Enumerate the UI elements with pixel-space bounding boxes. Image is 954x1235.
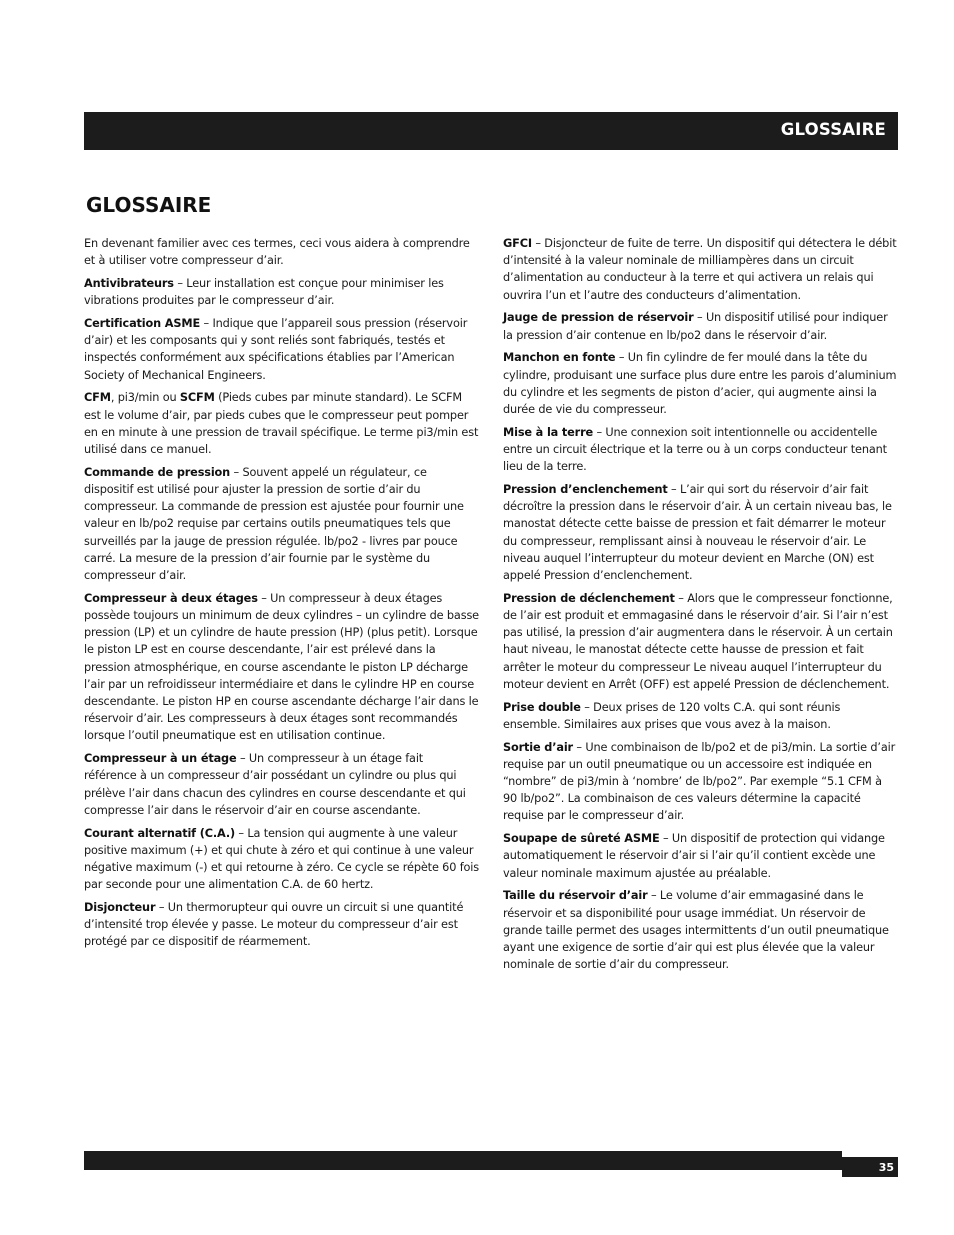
page-number: 35 — [842, 1157, 898, 1177]
glossary-term: Pression de déclenchement — [503, 591, 675, 605]
glossary-term: Pression d’enclenchement — [503, 483, 668, 497]
glossary-term: CFM — [84, 391, 111, 405]
glossary-definition: – L’air qui sort du réservoir d’air fait décroître la pression dans le réservoir d’air. À un certain niveau bas, le manostat détecte cette baisse de pression et fait démarrer le moteur du compresseur, remplissant ainsi à nouveau le réservoir d’air. Le niveau auquel l’interrupteur du moteur devient en Marche (ON) est appelé Pression d’enclenchement. — [503, 483, 892, 583]
glossary-term: Sortie d’air — [503, 740, 573, 754]
glossary-entry-soupape-de-surete — [503, 830, 898, 882]
page-title: GLOSSAIRE — [86, 193, 212, 217]
glossary-entry-certification-asme — [84, 315, 479, 384]
glossary-definition: , pi3/min ou — [110, 391, 180, 405]
glossary-term: Certification ASME — [84, 317, 201, 330]
glossary-term: Mise à la terre — [503, 425, 594, 439]
glossary-term: Jauge de pression de réservoir — [503, 311, 694, 325]
glossary-definition: – Un compresseur à un étage fait référence à un compresseur d’air possédant un cylindre ou plus qui prélève l’air dans chacun des cylindres en course descendante et qui compresse l’air dans le réservoir d’air en course ascendante. — [84, 752, 466, 817]
intro-paragraph: En devenant familier avec ces termes, ceci vous aidera à comprendre et à utiliser votre compresseur d’air. — [84, 237, 470, 268]
glossary-entry-gfci — [503, 235, 898, 304]
glossary-entry-cfm — [84, 389, 479, 458]
glossary-entry-compresseur-un-etage — [84, 750, 479, 819]
glossary-entry-courant-alternatif — [84, 825, 479, 894]
glossary-term: Commande de pression — [84, 465, 231, 479]
glossary-term: Compresseur à un étage — [84, 752, 237, 766]
glossary-entry-taille-du-reservoir — [503, 887, 898, 973]
glossary-definition: – Deux prises de 120 volts C.A. qui sont réunis ensemble. Similaires aux prises que vous avez à la maison. — [503, 700, 841, 731]
glossary-term: Taille du réservoir d’air — [503, 889, 648, 903]
header-bar — [84, 112, 898, 150]
glossary-term: Courant alternatif (C.A.) — [84, 826, 235, 840]
glossary-entry-jauge-de-pression — [503, 309, 898, 343]
glossary-entry-mise-a-la-terre — [503, 424, 898, 476]
glossary-definition: – Le volume d’air emmagasiné dans le réservoir et sa disponibilité pour usage immédiat. Un réservoir de grande taille permet des usages intermittents d’un outil pneumatique ayant une exigence de sortie d’air qui est plus élevée que la valeur nominale de sortie d’air du compresseur. — [503, 889, 889, 972]
glossary-definition: – Une connexion soit intentionnelle ou accidentelle entre un circuit électrique et la terre ou à un corps conducteur tenant lieu de la terre. — [503, 425, 887, 474]
glossary-definition: – Leur installation est conçue pour minimiser les vibrations produites par le compresseur d’air. — [84, 277, 444, 308]
glossary-entry-sortie-d-air — [503, 739, 898, 825]
glossary-definition: – Indique que l’appareil sous pression (réservoir d’air) et les composants qui y sont reliés sont fabriqués, testés et inspectés conformément aux spécifications établies par l’American Society of Mechanical Engineers. — [84, 317, 468, 382]
glossary-term: GFCI — [503, 237, 532, 250]
glossary-definition: – Un fin cylindre de fer moulé dans la tête du cylindre, produisant une surface plus dure entre les parois d’aluminium du cylindre et les segments de piston d’acier, qui augmente ainsi la durée de vie du compresseur. — [503, 351, 897, 417]
footer-bar — [84, 1151, 842, 1170]
glossary-definition: – Un compresseur à deux étages possède toujours un minimum de deux cylindres – un cylindre de basse pression (LP) et un cylindre de haute pression (HP) (plus petit). Lorsque le piston LP est en course descendante, l’air est prélevé dans la pression atmosphérique, en course ascendante le piston LP décharge l’air par un refroidisseur intermédiaire et dans le cylindre HP en course descendante. Le piston HP en course ascendante décharge l’air dans le réservoir d’air. Les compresseurs à deux étages sont recommandés lorsque l’outil pneumatique est en utilisation continue. — [84, 591, 479, 743]
glossary-definition: – Souvent appelé un régulateur, ce dispositif est utilisé pour ajuster la pression de sortie d’air du compresseur. La commande de pression est ajustée pour fournir une valeur en lb/po2 requise par certains outils pneumatiques tels que surveillés par la jauge de pression régulée. lb/po2 - livres par pouce carré. La mesure de la pression d’air fournie par le système du compresseur d’air. — [84, 465, 464, 583]
header-title: GLOSSAIRE — [780, 120, 886, 139]
glossary-definition: – Une combinaison de lb/po2 et de pi3/min. La sortie d’air requise par un outil pneumatique ou un accessoire est indiquée en “nombre” de pi3/min à ‘nombre’ de lb/po2”. Par exemple “5.1 CFM à 90 lb/po2”. La combinaison de ces valeurs détermine la capacité requise par le compresseur d’air. — [503, 740, 896, 823]
glossary-column-left — [84, 235, 479, 956]
glossary-term: Prise double — [503, 700, 581, 714]
glossary-entry-compresseur-deux-etages — [84, 590, 479, 745]
glossary-term: Compresseur à deux étages — [84, 591, 258, 605]
glossary-entry-disjoncteur — [84, 899, 479, 951]
glossary-definition: (Pieds cubes par minute standard). Le SCFM est le volume d’air, par pieds cubes que le compresseur peut pomper en en minute à une pression de travail spécifique. Le terme pi3/min est utilisé dans ce manuel. — [84, 391, 479, 457]
glossary-term: Manchon en fonte — [503, 351, 616, 365]
glossary-term: Soupape de sûreté ASME — [503, 832, 660, 846]
glossary-definition: – Un dispositif utilisé pour indiquer la pression d’air contenue en lb/po2 dans le réservoir d’air. — [503, 311, 888, 342]
glossary-definition: – Alors que le compresseur fonctionne, de l’air est produit et emmagasiné dans le réservoir d’air. Si l’air n’est pas utilisé, la pression d’air augmentera dans le réservoir. À un certain haut niveau, le manostat détecte cette hausse de pression et fait arrêter le moteur du compresseur Le niveau auquel l’interrupteur du moteur devient en Arrêt (OFF) est appelé Pression de déclenchement. — [503, 591, 893, 691]
glossary-term: Disjoncteur — [84, 901, 156, 915]
glossary-entry-pression-declenchement — [503, 590, 898, 693]
glossary-definition: – La tension qui augmente à une valeur positive maximum (+) et qui chute à zéro et qui continue à une valeur négative maximum (-) et qui retourne à zéro. Ce cycle se répète 60 fois par seconde pour une alimentation C.A. de 60 hertz. — [84, 826, 480, 892]
glossary-entry-commande-de-pression — [84, 464, 479, 584]
glossary-column-right — [503, 235, 898, 979]
glossary-entry-antivibrateurs — [84, 275, 479, 309]
glossary-entry-manchon-en-fonte — [503, 349, 898, 418]
glossary-definition: – Un dispositif de protection qui vidange automatiquement le réservoir d’air si l’air qu’il contient excède une valeur nominale maximum ajustée au préalable. — [503, 832, 885, 880]
glossary-definition: – Disjoncteur de fuite de terre. Un dispositif qui détectera le débit d’intensité à la valeur nominale de milliampères dans un circuit d’alimentation au conducteur à la terre et qui activera un relais qui ouvrira l’un et l’autre des conducteurs d’alimentation. — [503, 237, 897, 302]
glossary-term: SCFM — [179, 391, 215, 405]
glossary-entry-prise-double — [503, 699, 898, 733]
glossary-definition: – Un thermorupteur qui ouvre un circuit si une quantité d’intensité trop élevée y passe. Le moteur du compresseur d’air est protégé par ce dispositif de réarmement. — [84, 901, 464, 949]
glossary-term: Antivibrateurs — [84, 277, 174, 290]
glossary-entry-pression-enclenchement — [503, 481, 898, 584]
